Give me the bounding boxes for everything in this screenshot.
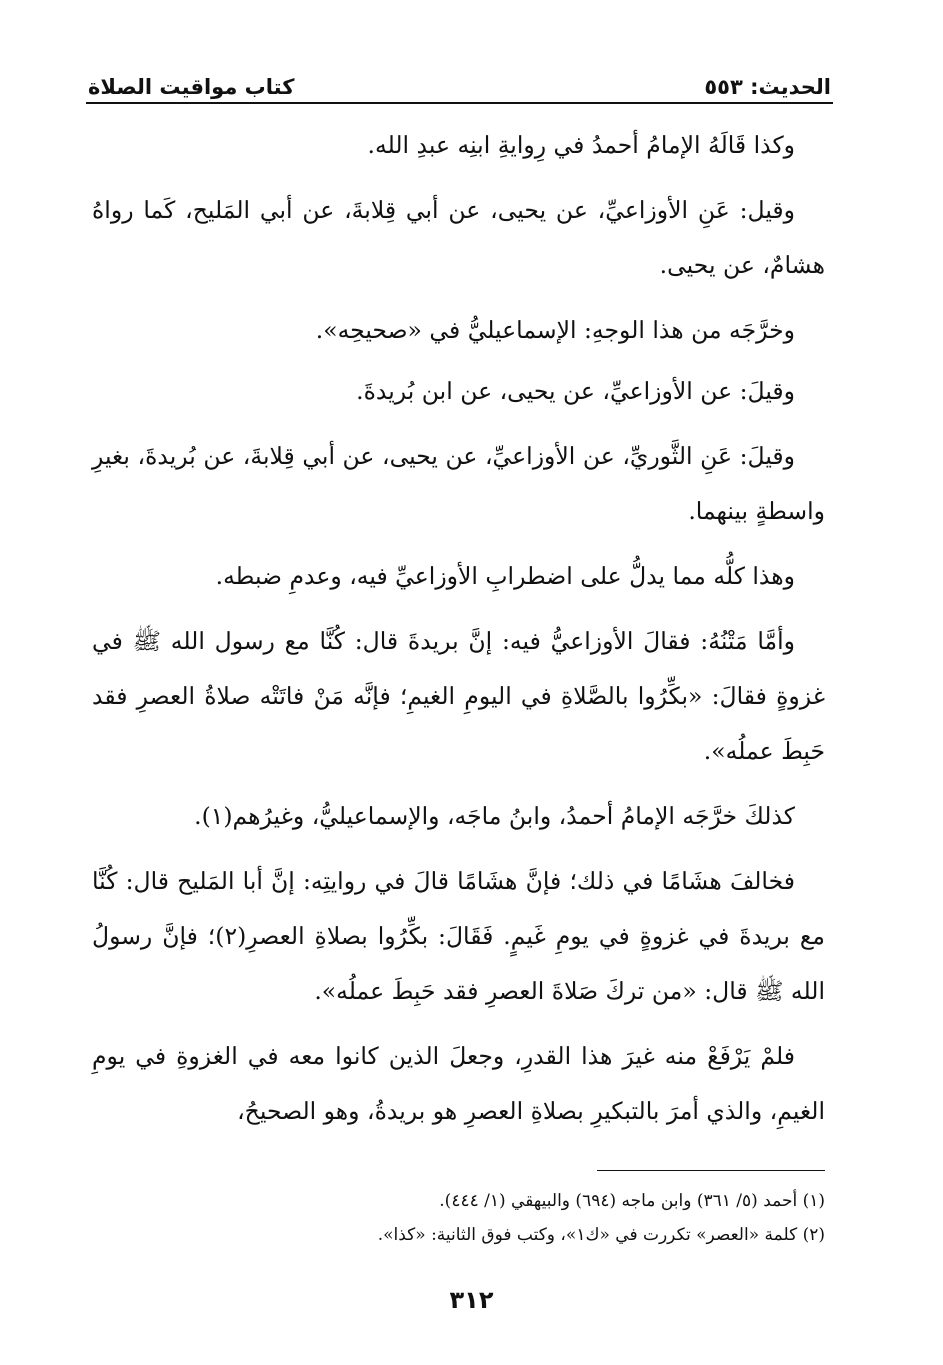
paragraph: كذلكَ خرَّجَه الإمامُ أحمدُ، وابنُ ماجَه، والإسماعيليُّ، وغيرُهم(١). xyxy=(194,802,795,830)
page-number: ٣١٢ xyxy=(449,1286,494,1314)
paragraph: وهذا كلُّه مما يدلُّ على اضطرابِ الأوزاعيِّ فيه، وعدمِ ضبطه. xyxy=(215,562,795,590)
paragraph: فخالفَ هشَامًا في ذلك؛ فإنَّ هشَامًا قالَ في روايتِه: إنَّ أبا المَليح قال: كُنَّا مع بريدةَ في غزوةٍ في يومِ غَيمٍ. فَقَالَ: بكِّرُوا بصلاةِ العصرِ(٢)؛ فإنَّ رسولُ الله ﷺ قال: «من تركَ صَلاةَ العصرِ فقد حَبِطَ عملُه». xyxy=(92,867,825,1005)
paragraph: وقيلَ: عن الأوزاعيِّ، عن يحيى، عن ابن بُريدةَ. xyxy=(356,377,795,405)
paragraph: وكذا قَالَهُ الإمامُ أحمدُ في رِوايةِ ابنِه عبدِ الله. xyxy=(367,131,795,159)
book-title: كتاب مواقيت الصلاة xyxy=(88,75,295,99)
paragraph: وخرَّجَه من هذا الوجهِ: الإسماعيليُّ في «صحيحِه». xyxy=(315,316,795,344)
header-divider xyxy=(86,102,833,104)
running-header xyxy=(88,62,831,98)
paragraph: فلمْ يَرْفَعْ منه غيرَ هذا القدرِ، وجعلَ الذين كانوا معه في الغزوةِ في يومِ الغيمِ، والذي أمرَ بالتبكيرِ بصلاةِ العصرِ هو بريدةُ، وهو الصحيحُ، xyxy=(92,1042,825,1125)
footnote: (٢) كلمة «العصر» تكررت في «ك١»، وكتب فوق الثانية: «كذا». xyxy=(377,1225,825,1245)
footnote-divider xyxy=(597,1170,825,1171)
paragraph: وأمَّا مَتْنُهُ: فقالَ الأوزاعيُّ فيه: إنَّ بريدةَ قال: كُنَّا مع رسول الله ﷺ في غزوةٍ فقالَ: «بكِّرُوا بالصَّلاةِ في اليومِ الغيمِ؛ فإنَّه مَنْ فاتَتْه صلاةُ العصرِ فقد حَبِطَ عملُه». xyxy=(92,627,825,765)
footnote: (١) أحمد (٥/ ٣٦١) وابن ماجه (٦٩٤) والبيهقي (١/ ٤٤٤). xyxy=(439,1191,825,1211)
hadith-number-label: الحديث: ٥٥٣ xyxy=(704,75,831,99)
footnotes xyxy=(92,1184,825,1252)
paragraph: وقيل: عَنِ الأوزاعيِّ، عن يحيى، عن أبي قِلابةَ، عن أبي المَليح، كَما رواهُ هشامٌ، عن يحيى. xyxy=(92,196,825,279)
main-text xyxy=(92,118,825,1149)
paragraph: وقيلَ: عَنِ الثَّوريِّ، عن الأوزاعيِّ، عن يحيى، عن أبي قِلابةَ، عن بُريدةَ، بغيرِ واسطةٍ بينهما. xyxy=(92,442,825,525)
